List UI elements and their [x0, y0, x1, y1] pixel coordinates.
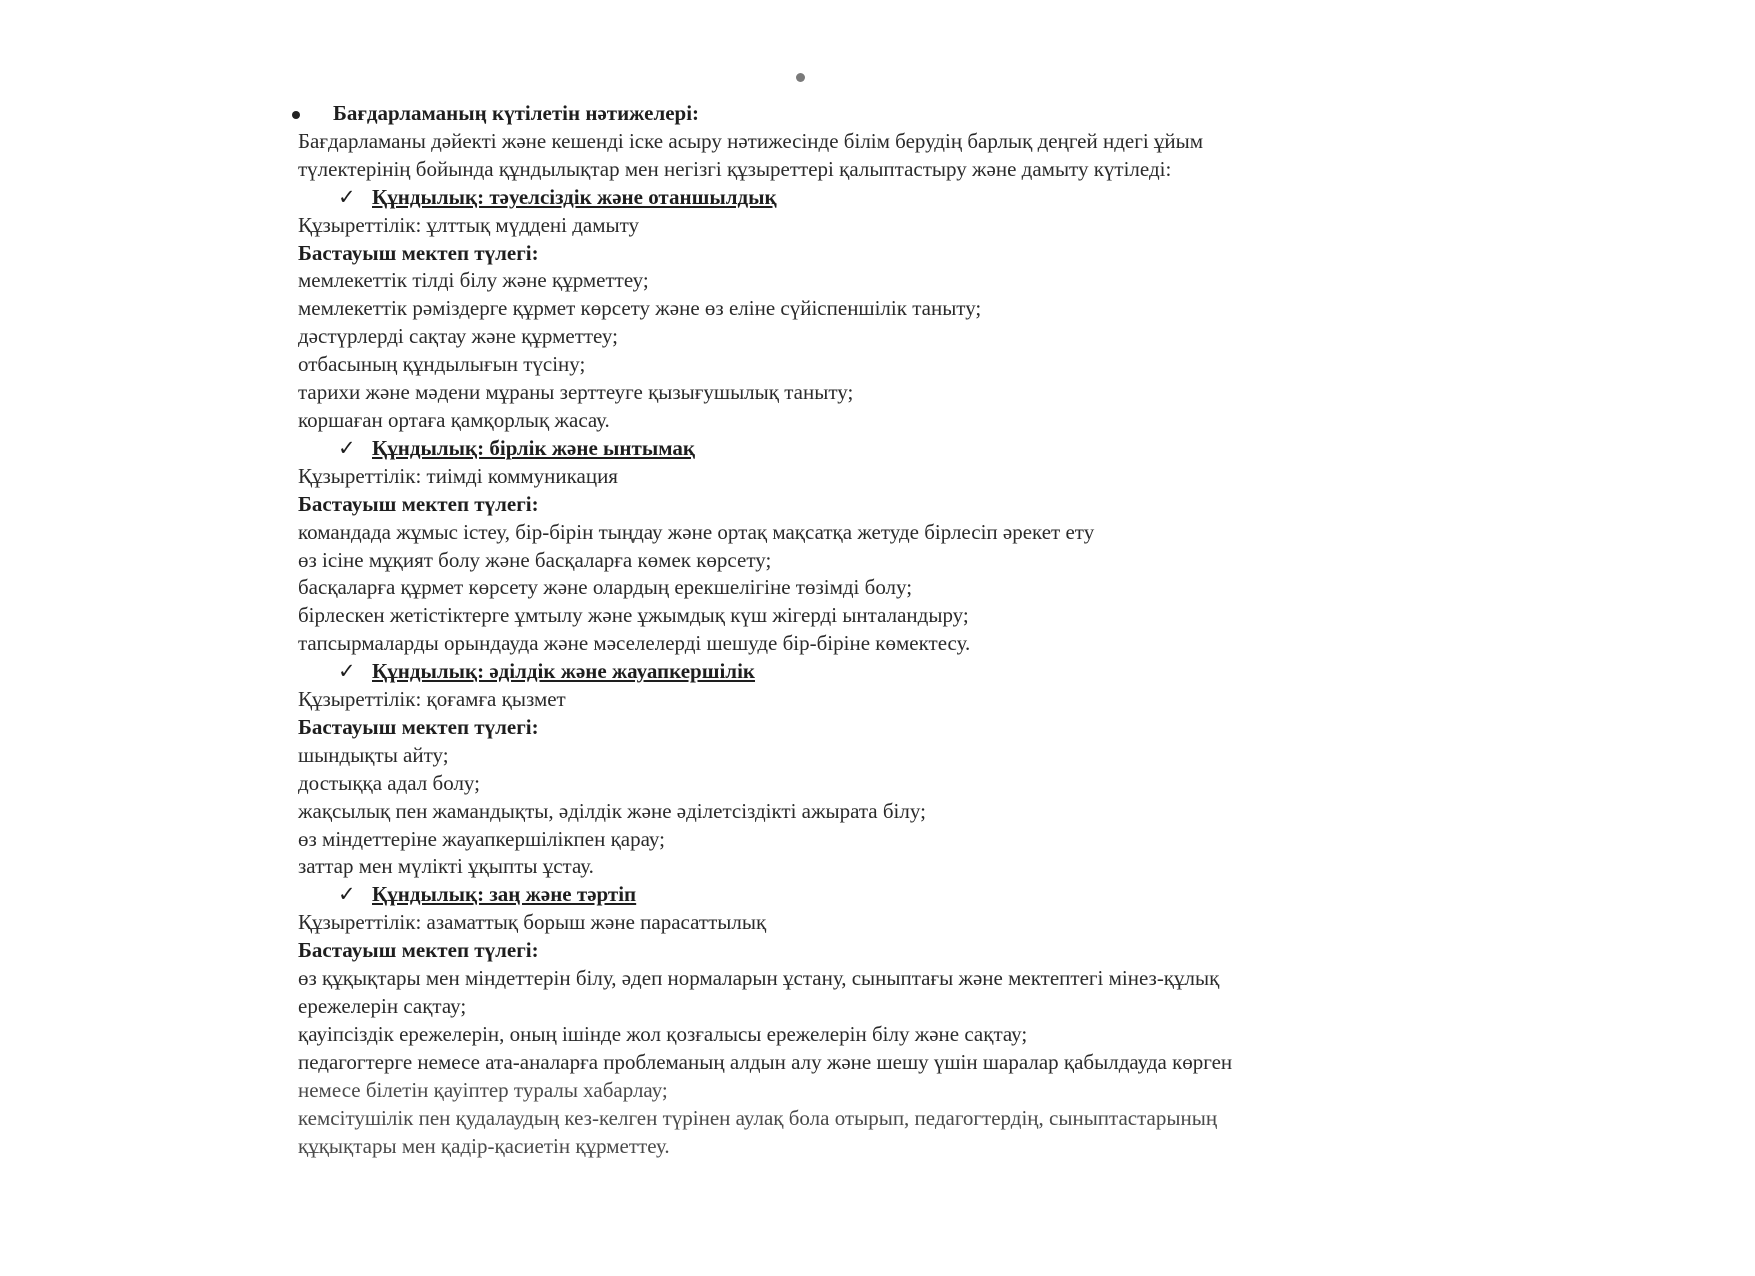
value-heading [298, 658, 1448, 686]
list-item: достыққа адал болу; [298, 770, 480, 795]
list-item: басқаларға құрмет көрсету және олардың ерекшелігіне төзімді болу; [298, 575, 913, 600]
graduate-label: Бастауыш мектеп түлегі: [298, 714, 539, 739]
competence-line: Құзыреттілік: тиімді коммуникация [298, 463, 618, 488]
scan-artifact-dot [796, 73, 805, 82]
graduate-label: Бастауыш мектеп түлегі: [298, 240, 539, 265]
graduate-label: Бастауыш мектеп түлегі: [298, 491, 539, 516]
list-item: дәстүрлерді сақтау және құрметтеу; [298, 324, 618, 349]
list-item: өз міндеттеріне жауапкершілікпен қарау; [298, 826, 665, 851]
list-item: отбасының құндылығын түсіну; [298, 352, 586, 377]
list-item: қауіпсіздік ережелерін, оның ішінде жол қозғалысы ережелерін білу және сақтау; [298, 1021, 1028, 1046]
list-item: шындықты айту; [298, 742, 449, 767]
list-item: бірлескен жетістіктерге ұмтылу және ұжымдық күш жігерді ынталандыру; [298, 603, 969, 628]
list-item: мемлекеттік тілді білу және құрметтеу; [298, 268, 649, 293]
list-item: тапсырмаларды орындауда және мәселелерді шешуде бір-біріне көмектесу. [298, 631, 971, 656]
checkmark-icon: ✓ [338, 184, 356, 209]
list-item: мемлекеттік рәміздерге құрмет көрсету және өз еліне сүйіспеншілік таныту; [298, 296, 982, 321]
intro-line: түлектерінің бойында құндылықтар мен негізгі құзыреттері қалыптастыру және дамыту күтіледі: [298, 156, 1172, 181]
checkmark-icon: ✓ [338, 435, 356, 460]
value-title: Құндылық: заң және тәртіп [372, 882, 637, 907]
list-item: коршаған ортаға қамқорлық жасау. [298, 407, 610, 432]
list-item: өз ісіне мұқият болу және басқаларға көмек көрсету; [298, 547, 772, 572]
value-heading [298, 881, 1448, 909]
checkmark-icon: ✓ [338, 882, 356, 907]
list-item: өз құқықтары мен міндеттерін білу, әдеп нормаларын ұстану, сыныптағы және мектептегі мінез-құлық [298, 966, 1220, 991]
list-item: тарихи және мәдени мұраны зерттеуге қызығушылық таныту; [298, 380, 854, 405]
list-item: жақсылық пен жамандықты, әділдік және әділетсіздікті ажырата білу; [298, 798, 926, 823]
competence-line: Құзыреттілік: қоғамға қызмет [298, 687, 566, 712]
value-heading [298, 435, 1448, 463]
bullet-icon [292, 111, 300, 119]
value-title: Құндылық: бірлік және ынтымақ [372, 435, 696, 460]
list-item: кемсітушілік пен қудалаудың кез-келген түрінен аулақ бола отырып, педагогтердің, сыныптастарының [298, 1105, 1218, 1130]
heading: Бағдарламаның күтілетін нәтижелері: [333, 101, 700, 125]
list-item: заттар мен мүлікті ұқыпты ұстау. [298, 854, 594, 879]
list-item: командада жұмыс істеу, бір-бірін тыңдау және ортақ мақсатқа жетуде бірлесіп әрекет ету [298, 519, 1095, 544]
heading-line [298, 100, 1448, 128]
value-heading [298, 184, 1448, 212]
graduate-label: Бастауыш мектеп түлегі: [298, 938, 539, 963]
competence-line: Құзыреттілік: ұлттық мүддені дамыту [298, 212, 640, 237]
intro-line: Бағдарламаны дәйекті және кешенді іске асыру нәтижесінде білім берудің барлық деңгей ндегі ұйым [298, 128, 1204, 153]
value-title: Құндылық: тәуелсіздік және отаншылдық [372, 184, 777, 209]
document-page [298, 100, 1448, 1160]
list-item: немесе білетін қауіптер туралы хабарлау; [298, 1077, 668, 1102]
value-title: Құндылық: әділдік және жауапкершілік [372, 659, 756, 684]
list-item: құқықтары мен қадір-қасиетін құрметтеу. [298, 1133, 670, 1158]
list-item: ережелерін сақтау; [298, 994, 467, 1018]
checkmark-icon: ✓ [338, 659, 356, 684]
competence-line: Құзыреттілік: азаматтық борыш және парасаттылық [298, 910, 767, 935]
list-item: педагогтерге немесе ата-аналарға проблеманың алдын алу және шешу үшін шаралар қабылдауда көрген [298, 1049, 1233, 1074]
